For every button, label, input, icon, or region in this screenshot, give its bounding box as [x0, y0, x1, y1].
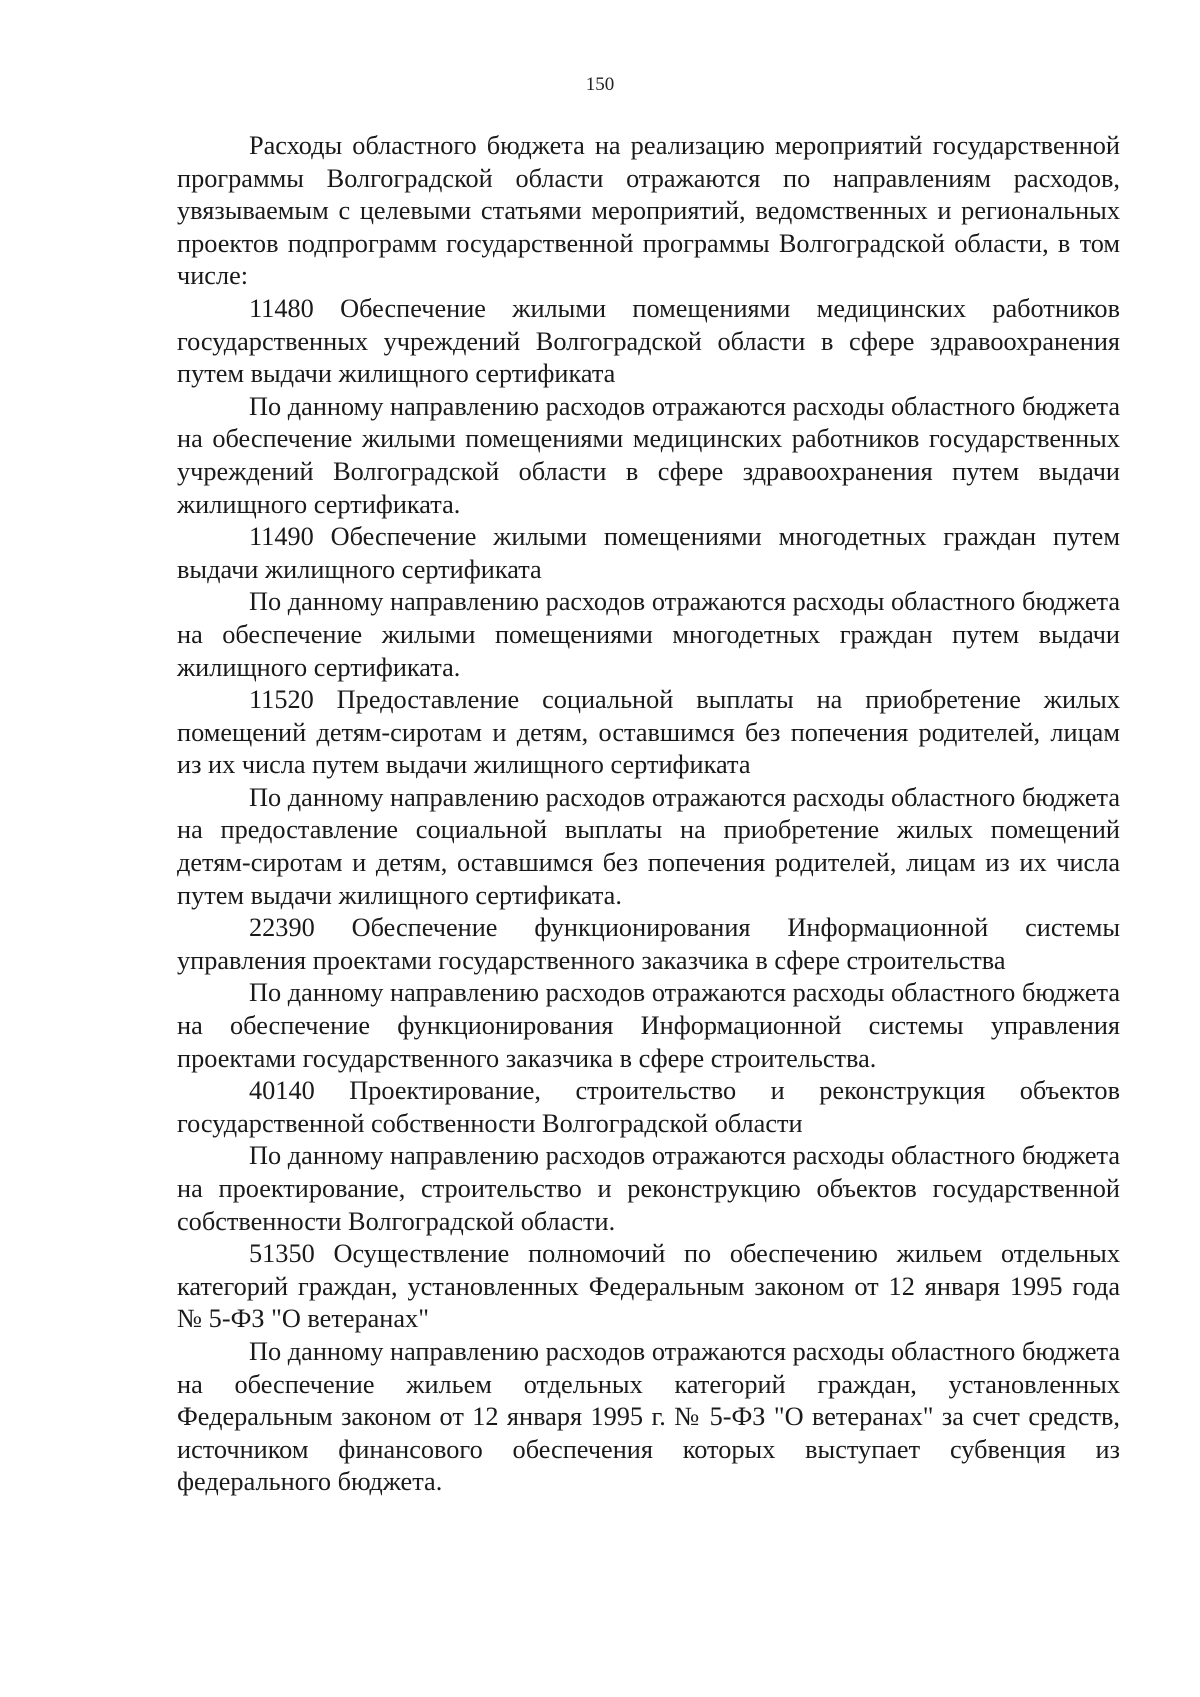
direction-22390-description: По данному направлению расходов отражаются расходы областного бюджета на обеспечение функционирования Информационной системы управления проектами государственного заказчика в сфере строительства.: [177, 978, 1120, 1073]
direction-11520-description: По данному направлению расходов отражаются расходы областного бюджета на предоставление социальной выплаты на приобретение жилых помещений детям-сиротам и детям, оставшимся без попечения родителей, лицам из их числа путем выдачи жилищного сертификата.: [177, 782, 1120, 910]
document-body: [177, 130, 1120, 1499]
intro-paragraph: Расходы областного бюджета на реализацию мероприятий государственной программы Волгоградской области отражаются по направлениям расходов, увязываемым с целевыми статьями мероприятий, ведомственных и региональных проектов подпрограмм государственной программы Волгоградской области, в том числе:: [177, 131, 1120, 291]
direction-11490-description: По данному направлению расходов отражаются расходы областного бюджета на обеспечение жилыми помещениями многодетных граждан путем выдачи жилищного сертификата.: [177, 587, 1120, 682]
direction-22390-heading: 22390 Обеспечение функционирования Информационной системы управления проектами государственного заказчика в сфере строительства: [177, 913, 1120, 975]
direction-51350-heading: 51350 Осуществление полномочий по обеспечению жильем отдельных категорий граждан, установленных Федеральным законом от 12 января 1995 года № 5-ФЗ "О ветеранах": [177, 1239, 1120, 1334]
page-number: 150: [585, 74, 615, 95]
direction-51350-description: По данному направлению расходов отражаются расходы областного бюджета на обеспечение жильем отдельных категорий граждан, установленных Федеральным законом от 12 января 1995 г. № 5-ФЗ "О ветеранах" за счет средств, источником финансового обеспечения которых выступает субвенция из федерального бюджета.: [177, 1336, 1120, 1497]
direction-11520-heading: 11520 Предоставление социальной выплаты на приобретение жилых помещений детям-сиротам и детям, оставшимся без попечения родителей, лицам из их числа путем выдачи жилищного сертификата: [177, 685, 1120, 780]
direction-40140-description: По данному направлению расходов отражаются расходы областного бюджета на проектирование, строительство и реконструкцию объектов государственной собственности Волгоградской области.: [177, 1141, 1120, 1236]
direction-11480-description: По данному направлению расходов отражаются расходы областного бюджета на обеспечение жилыми помещениями медицинских работников государственных учреждений Волгоградской области в сфере здравоохранения путем выдачи жилищного сертификата.: [177, 391, 1120, 519]
direction-40140-heading: 40140 Проектирование, строительство и реконструкция объектов государственной собственности Волгоградской области: [177, 1076, 1120, 1138]
direction-11480-heading: 11480 Обеспечение жилыми помещениями медицинских работников государственных учреждений Волгоградской области в сфере здравоохранения путем выдачи жилищного сертификата: [177, 293, 1120, 389]
direction-11490-heading: 11490 Обеспечение жилыми помещениями многодетных граждан путем выдачи жилищного сертификата: [177, 522, 1120, 584]
